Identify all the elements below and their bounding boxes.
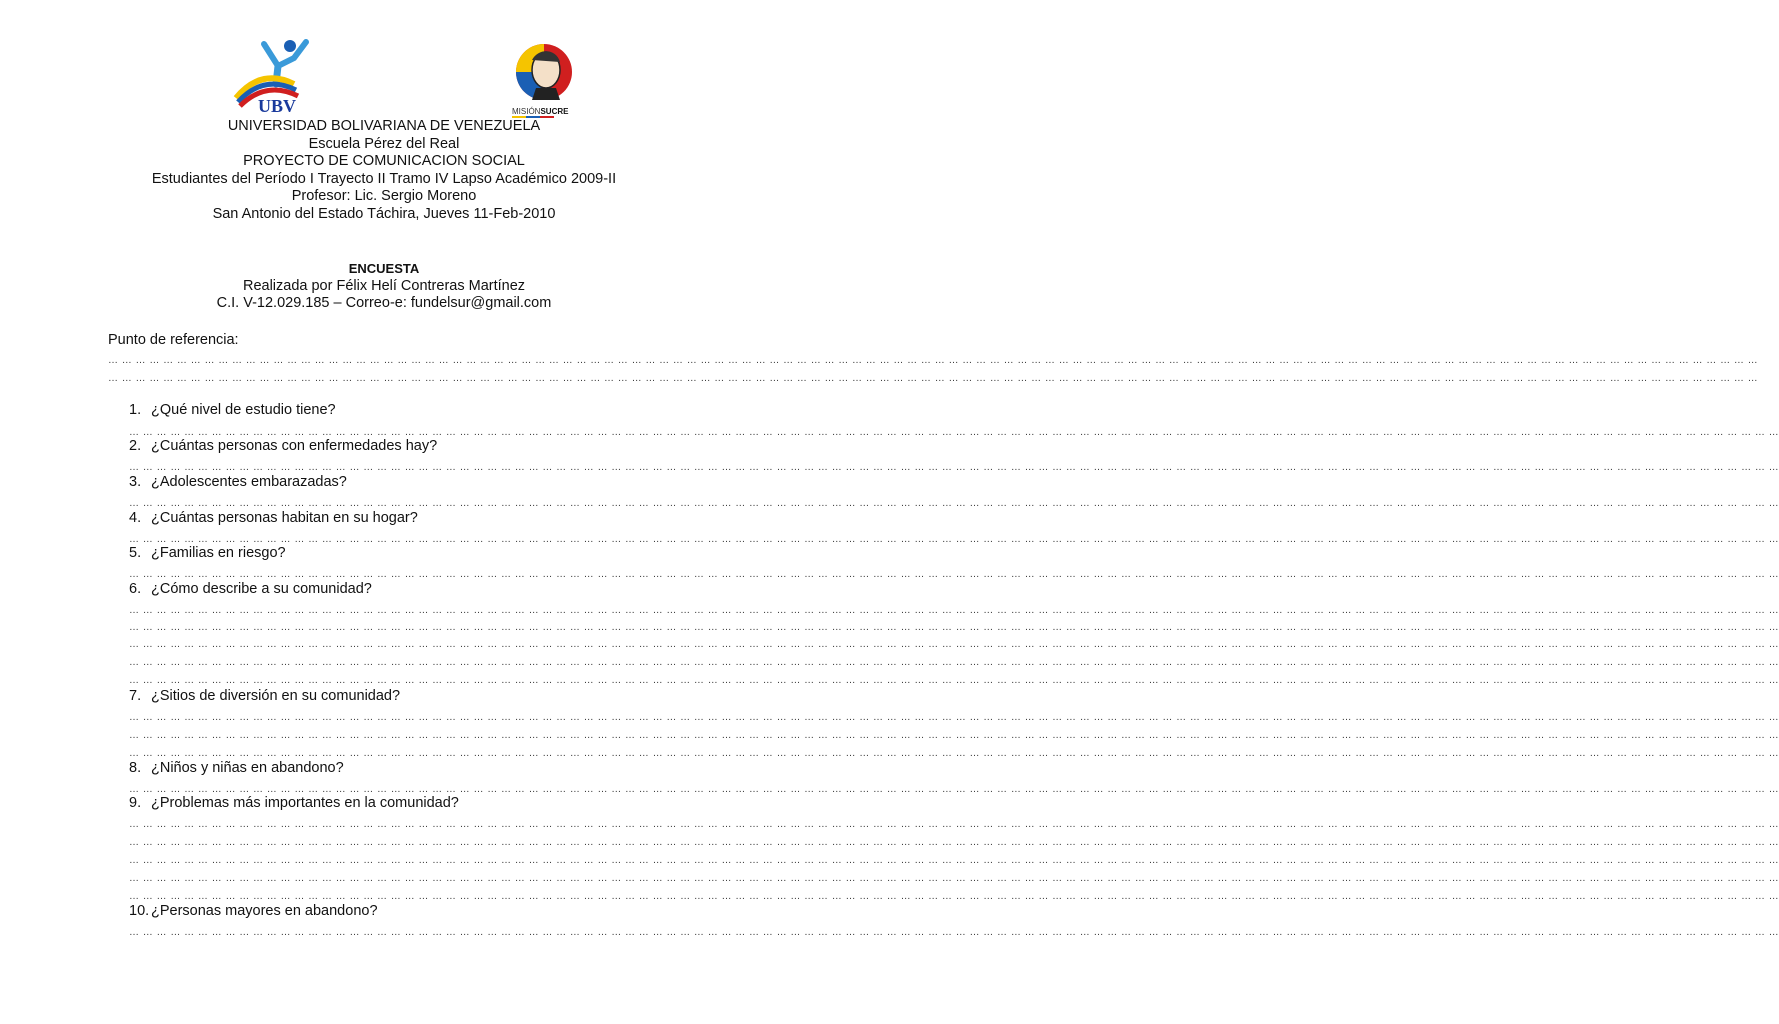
ubv-logo-icon: [234, 36, 314, 116]
answer-line: … … … … … … … … … … … … … … … … … … … … … … … … … … … … … … … … … … … … … … … … … … … … … … … … … … … … … … … … … … … … … … … … … … … … … … … … … … … … … … … … … … … … … … … … … … … … … … … … … … … … … … … … … … … … … … … … … … … … … … … …: [129, 730, 1779, 741]
question-6: 6. ¿Cómo describe a su comunidad?: [129, 581, 372, 597]
answer-line: … … … … … … … … … … … … … … … … … … … … … … … … … … … … … … … … … … … … … … … … … … … … … … … … … … … … … … … … … … … … … … … … … … … … … … … … … … … … … … … … … … … … … … … … … … … … … … … … … … … … … … … … … … … … … … … … … … … … … … … …: [129, 498, 1779, 509]
students-info: Estudiantes del Período I Trayecto II Tramo IV Lapso Académico 2009-II: [151, 170, 617, 187]
answer-line: … … … … … … … … … … … … … … … … … … … … … … … … … … … … … … … … … … … … … … … … … … … … … … … … … … … … … … … … … … … … … … … … … … … … … … … … … … … … … … … … … … … … … … … … … … … … … … … … … … … … … … … … … … … … … … … … … … … … … … … …: [129, 427, 1779, 438]
question-7: 7. ¿Sitios de diversión en su comunidad?: [129, 688, 401, 704]
answer-line: … … … … … … … … … … … … … … … … … … … … … … … … … … … … … … … … … … … … … … … … … … … … … … … … … … … … … … … … … … … … … … … … … … … … … … … … … … … … … … … … … … … … … … … … … … … … … … … … … … … … … … … … … … … … … … … … … … … … … … … …: [129, 748, 1779, 759]
answer-line: … … … … … … … … … … … … … … … … … … … … … … … … … … … … … … … … … … … … … … … … … … … … … … … … … … … … … … … … … … … … … … … … … … … … … … … … … … … … … … … … … … … … … … … … … … … … … … … … … … … … … … … … … … … … … … … … … … … … … … … …: [129, 927, 1779, 938]
survey-contact: C.I. V-12.029.185 – Correo-e: fundelsur@gmail.com: [216, 295, 552, 312]
svg-text:MISIÓNSUCRE: MISIÓNSUCRE: [512, 107, 569, 116]
answer-line: … … … … … … … … … … … … … … … … … … … … … … … … … … … … … … … … … … … … … … … … … … … … … … … … … … … … … … … … … … … … … … … … … … … … … … … … … … … … … … … … … … … … … … … … … … … … … … … … … … … … … … … … … … … … … … … … … … … … … … … …: [129, 657, 1779, 668]
question-8: 8. ¿Niños y niñas en abandono?: [129, 760, 344, 776]
answer-line: … … … … … … … … … … … … … … … … … … … … … … … … … … … … … … … … … … … … … … … … … … … … … … … … … … … … … … … … … … … … … … … … … … … … … … … … … … … … … … … … … … … … … … … … … … … … … … … … … … … … … … … … … … … … … … … … … … … … … … … …: [108, 355, 1759, 366]
question-3: 3. ¿Adolescentes embarazadas?: [129, 474, 347, 490]
survey-heading: [0, 260, 768, 313]
question-5: 5. ¿Familias en riesgo?: [129, 545, 286, 561]
answer-line: … … … … … … … … … … … … … … … … … … … … … … … … … … … … … … … … … … … … … … … … … … … … … … … … … … … … … … … … … … … … … … … … … … … … … … … … … … … … … … … … … … … … … … … … … … … … … … … … … … … … … … … … … … … … … … … … … … … … … … … …: [129, 712, 1779, 723]
question-1: 1. ¿Qué nivel de estudio tiene?: [129, 402, 336, 418]
answer-line: … … … … … … … … … … … … … … … … … … … … … … … … … … … … … … … … … … … … … … … … … … … … … … … … … … … … … … … … … … … … … … … … … … … … … … … … … … … … … … … … … … … … … … … … … … … … … … … … … … … … … … … … … … … … … … … … … … … … … … … …: [129, 605, 1779, 616]
survey-title: ENCUESTA: [348, 261, 420, 276]
university-name: UNIVERSIDAD BOLIVARIANA DE VENEZUELA: [227, 118, 541, 134]
answer-line: … … … … … … … … … … … … … … … … … … … … … … … … … … … … … … … … … … … … … … … … … … … … … … … … … … … … … … … … … … … … … … … … … … … … … … … … … … … … … … … … … … … … … … … … … … … … … … … … … … … … … … … … … … … … … … … … … … … … … … … …: [129, 569, 1779, 580]
document-header: [0, 118, 768, 224]
place-date: San Antonio del Estado Táchira, Jueves 11-Feb-2010: [212, 205, 556, 222]
answer-line: … … … … … … … … … … … … … … … … … … … … … … … … … … … … … … … … … … … … … … … … … … … … … … … … … … … … … … … … … … … … … … … … … … … … … … … … … … … … … … … … … … … … … … … … … … … … … … … … … … … … … … … … … … … … … … … … … … … … … … … …: [129, 534, 1779, 545]
svg-text:UBV: UBV: [258, 96, 297, 116]
mision-sucre-logo-icon: [508, 38, 578, 118]
answer-line: … … … … … … … … … … … … … … … … … … … … … … … … … … … … … … … … … … … … … … … … … … … … … … … … … … … … … … … … … … … … … … … … … … … … … … … … … … … … … … … … … … … … … … … … … … … … … … … … … … … … … … … … … … … … … … … … … … … … … … … …: [129, 675, 1779, 686]
answer-line: … … … … … … … … … … … … … … … … … … … … … … … … … … … … … … … … … … … … … … … … … … … … … … … … … … … … … … … … … … … … … … … … … … … … … … … … … … … … … … … … … … … … … … … … … … … … … … … … … … … … … … … … … … … … … … … … … … … … … … … …: [108, 373, 1759, 384]
question-9: 9. ¿Problemas más importantes en la comunidad?: [129, 795, 459, 811]
answer-line: … … … … … … … … … … … … … … … … … … … … … … … … … … … … … … … … … … … … … … … … … … … … … … … … … … … … … … … … … … … … … … … … … … … … … … … … … … … … … … … … … … … … … … … … … … … … … … … … … … … … … … … … … … … … … … … … … … … … … … … …: [129, 784, 1779, 795]
survey-author: Realizada por Félix Helí Contreras Martínez: [242, 277, 526, 294]
answer-line: … … … … … … … … … … … … … … … … … … … … … … … … … … … … … … … … … … … … … … … … … … … … … … … … … … … … … … … … … … … … … … … … … … … … … … … … … … … … … … … … … … … … … … … … … … … … … … … … … … … … … … … … … … … … … … … … … … … … … … … …: [129, 891, 1779, 902]
answer-line: … … … … … … … … … … … … … … … … … … … … … … … … … … … … … … … … … … … … … … … … … … … … … … … … … … … … … … … … … … … … … … … … … … … … … … … … … … … … … … … … … … … … … … … … … … … … … … … … … … … … … … … … … … … … … … … … … … … … … … … …: [129, 639, 1779, 650]
answer-line: … … … … … … … … … … … … … … … … … … … … … … … … … … … … … … … … … … … … … … … … … … … … … … … … … … … … … … … … … … … … … … … … … … … … … … … … … … … … … … … … … … … … … … … … … … … … … … … … … … … … … … … … … … … … … … … … … … … … … … … …: [129, 855, 1779, 866]
project-name: PROYECTO DE COMUNICACION SOCIAL: [243, 153, 525, 170]
answer-line: … … … … … … … … … … … … … … … … … … … … … … … … … … … … … … … … … … … … … … … … … … … … … … … … … … … … … … … … … … … … … … … … … … … … … … … … … … … … … … … … … … … … … … … … … … … … … … … … … … … … … … … … … … … … … … … … … … … … … … … …: [129, 837, 1779, 848]
question-10: 10. ¿Personas mayores en abandono?: [129, 903, 378, 919]
question-4: 4. ¿Cuántas personas habitan en su hogar?: [129, 510, 418, 526]
answer-line: … … … … … … … … … … … … … … … … … … … … … … … … … … … … … … … … … … … … … … … … … … … … … … … … … … … … … … … … … … … … … … … … … … … … … … … … … … … … … … … … … … … … … … … … … … … … … … … … … … … … … … … … … … … … … … … … … … … … … … … …: [129, 873, 1779, 884]
answer-line: … … … … … … … … … … … … … … … … … … … … … … … … … … … … … … … … … … … … … … … … … … … … … … … … … … … … … … … … … … … … … … … … … … … … … … … … … … … … … … … … … … … … … … … … … … … … … … … … … … … … … … … … … … … … … … … … … … … … … … … …: [129, 819, 1779, 830]
question-2: 2. ¿Cuántas personas con enfermedades hay?: [129, 438, 438, 454]
answer-line: … … … … … … … … … … … … … … … … … … … … … … … … … … … … … … … … … … … … … … … … … … … … … … … … … … … … … … … … … … … … … … … … … … … … … … … … … … … … … … … … … … … … … … … … … … … … … … … … … … … … … … … … … … … … … … … … … … … … … … … …: [129, 462, 1779, 473]
reference-label: Punto de referencia:: [108, 332, 239, 348]
answer-line: … … … … … … … … … … … … … … … … … … … … … … … … … … … … … … … … … … … … … … … … … … … … … … … … … … … … … … … … … … … … … … … … … … … … … … … … … … … … … … … … … … … … … … … … … … … … … … … … … … … … … … … … … … … … … … … … … … … … … … … …: [129, 622, 1779, 633]
professor-info: Profesor: Lic. Sergio Moreno: [291, 188, 477, 205]
school-name: Escuela Pérez del Real: [308, 135, 460, 152]
